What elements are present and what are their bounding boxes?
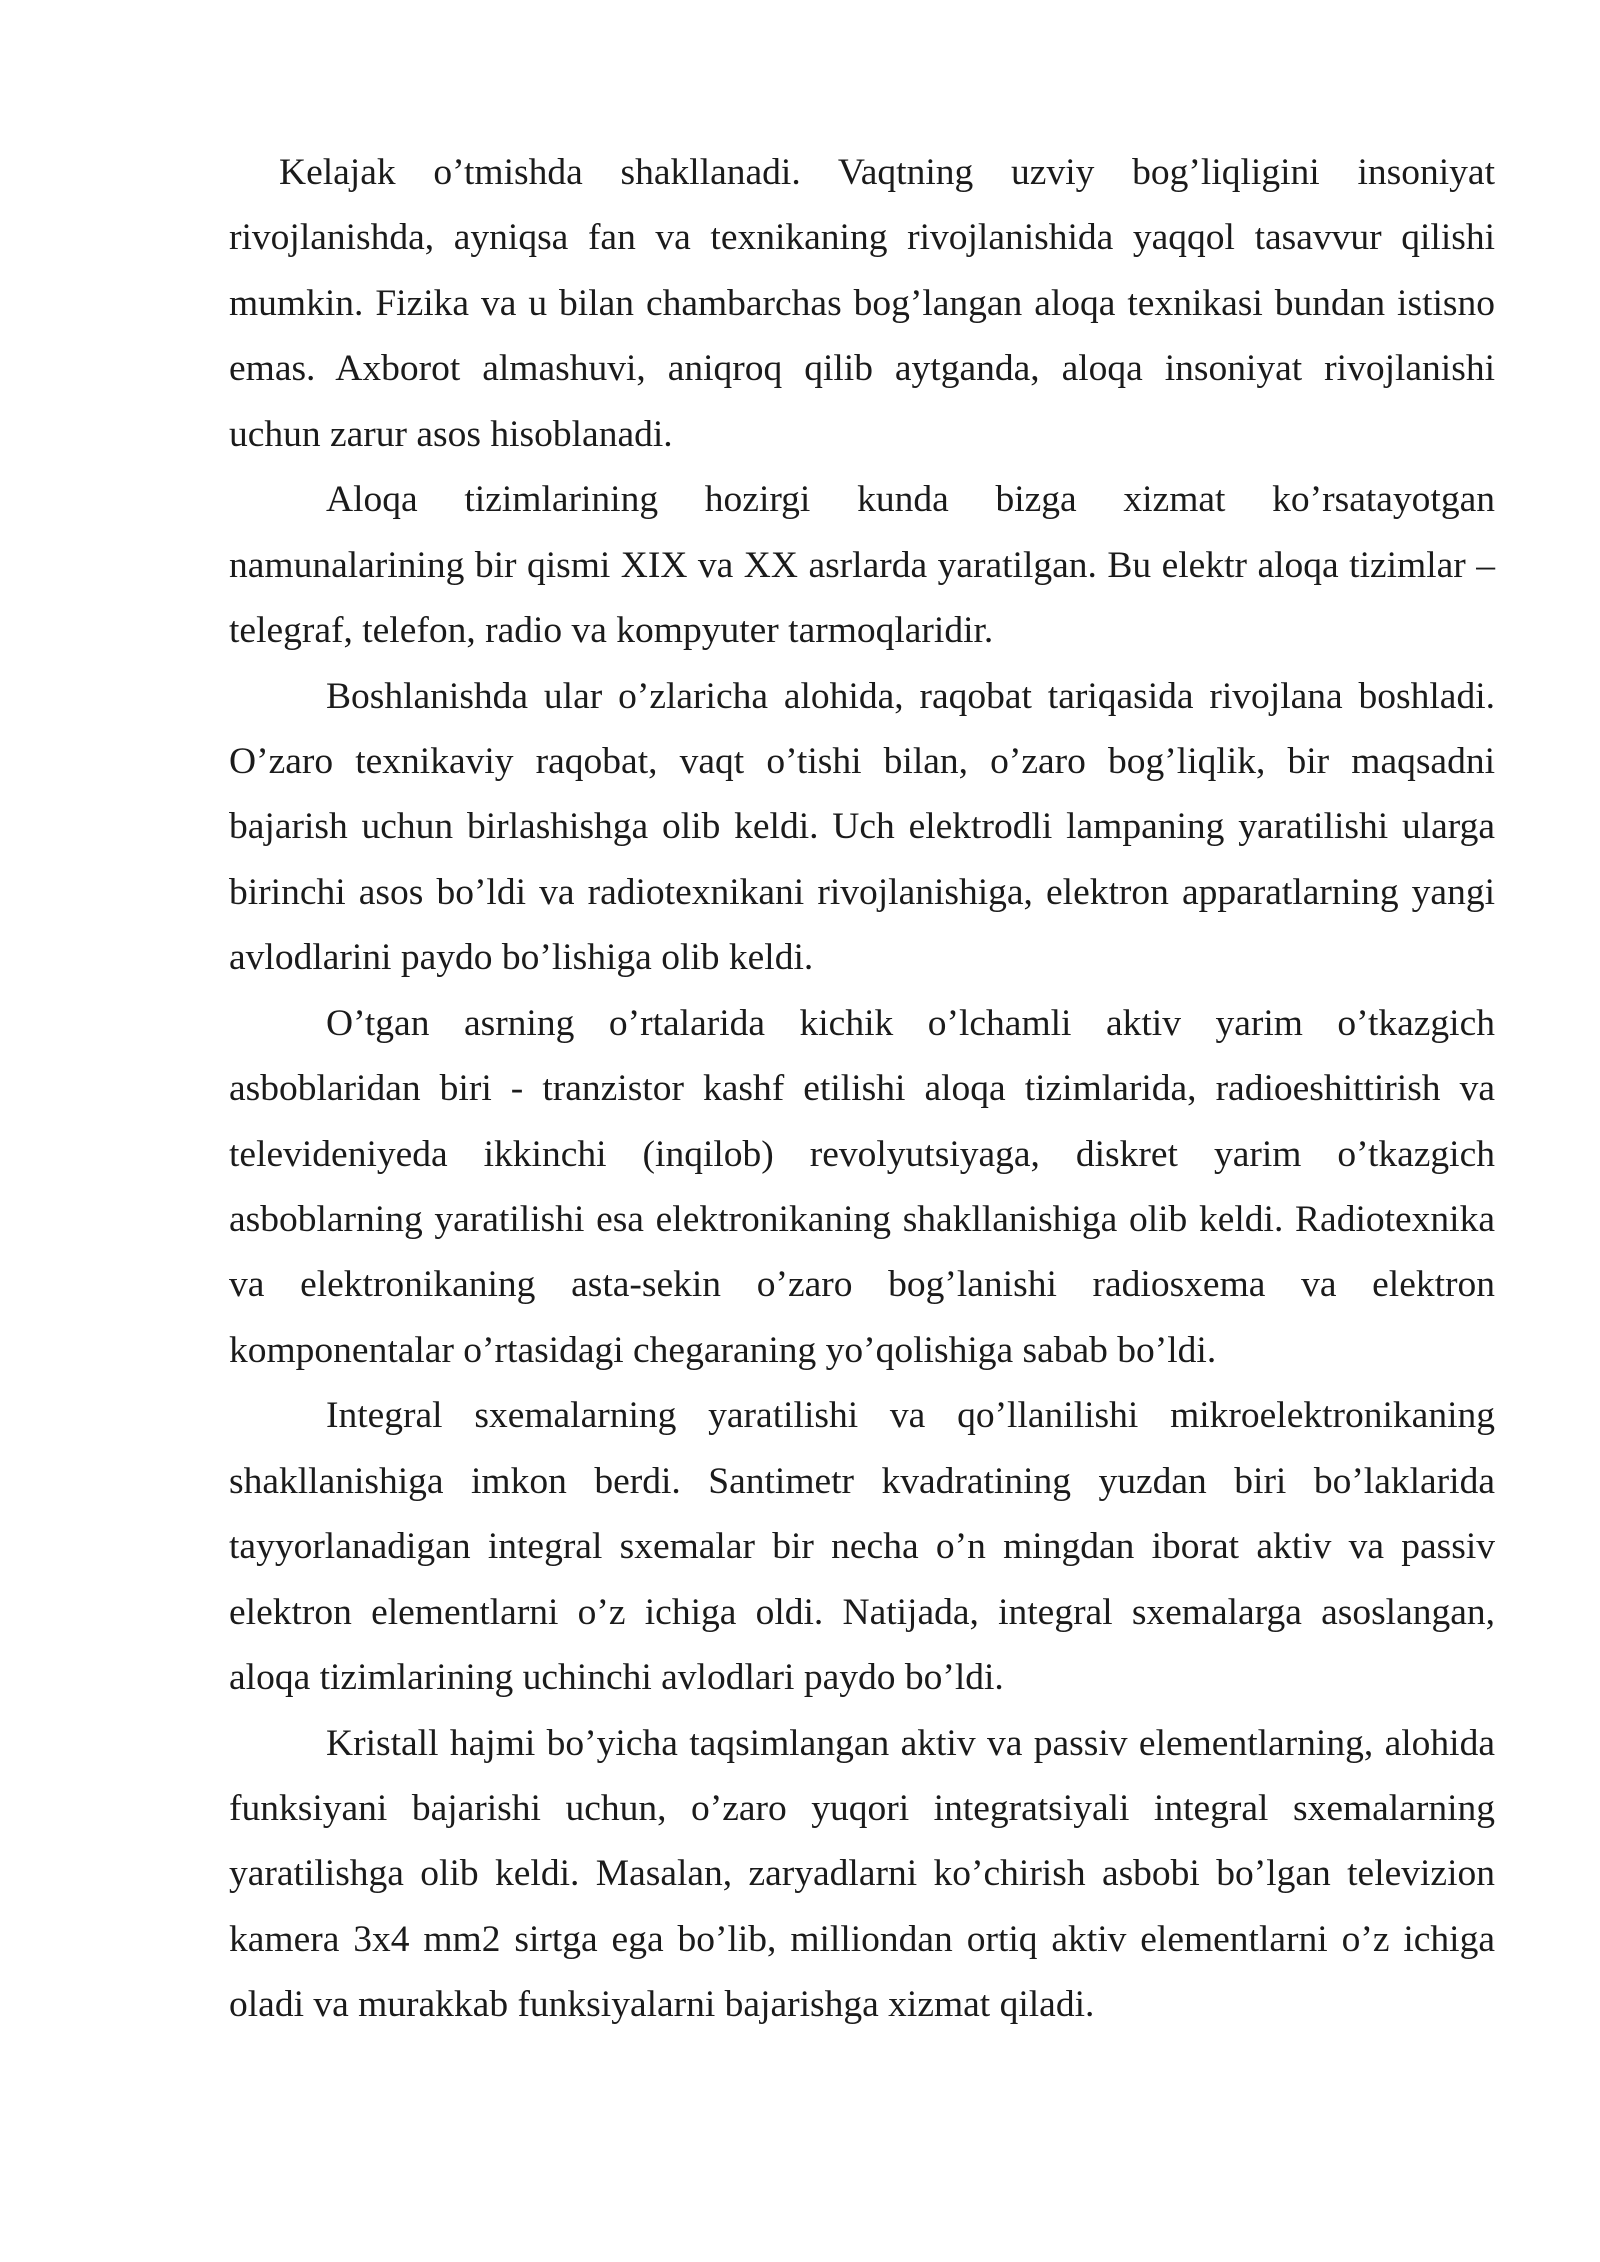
- text-line: tayyorlanadigan integral sxemalar bir necha o’n mingdan iborat aktiv va passiv: [229, 1526, 1495, 1568]
- text-line: emas. Axborot almashuvi, aniqroq qilib aytganda, aloqa insoniyat rivojlanishi: [229, 348, 1495, 390]
- paragraph-2: [229, 467, 1495, 663]
- text-line: asboblarning yaratilishi esa elektronikaning shakllanishiga olib keldi. Radiotexnika: [229, 1199, 1495, 1240]
- paragraph-4: [229, 991, 1495, 1384]
- text-line: mumkin. Fizika va u bilan chambarchas bog’langan aloqa texnikasi bundan istisno: [229, 282, 1495, 324]
- text-line: aloqa tizimlarining uchinchi avlodlari paydo bo’ldi.: [229, 1657, 1004, 1699]
- text-line: O’tgan asrning o’rtalarida kichik o’lchamli aktiv yarim o’tkazgich: [326, 1002, 1495, 1044]
- text-line: birinchi asos bo’ldi va radiotexnikani rivojlanishiga, elektron apparatlarning yangi: [229, 871, 1495, 913]
- text-line: komponentalar o’rtasidagi chegaraning yo’qolishiga sabab bo’ldi.: [229, 1329, 1217, 1371]
- text-line: telegraf, telefon, radio va kompyuter tarmoqlaridir.: [229, 610, 994, 652]
- text-line: Kristall hajmi bo’yicha taqsimlangan aktiv va passiv elementlarning, alohida: [326, 1722, 1495, 1764]
- text-line: funksiyani bajarishi uchun, o’zaro yuqori integratsiyali integral sxemalarning: [229, 1787, 1495, 1829]
- text-line: bajarish uchun birlashishga olib keldi. Uch elektrodli lampaning yaratilishi ularga: [229, 806, 1495, 848]
- text-line: va elektronikaning asta-sekin o’zaro bog’lanishi radiosxema va elektron: [229, 1264, 1495, 1306]
- text-line: uchun zarur asos hisoblanadi.: [229, 413, 673, 455]
- document-body: [229, 140, 1495, 2038]
- text-line: namunalarining bir qismi XIX va XX asrlarda yaratilgan. Bu elektr aloqa tizimlar –: [229, 544, 1495, 586]
- text-line: Integral sxemalarning yaratilishi va qo’llanilishi mikroelektronikaning: [326, 1395, 1495, 1437]
- paragraph-1: [229, 140, 1495, 467]
- text-line: Aloqa tizimlarining hozirgi kunda bizga xizmat ko’rsatayotgan: [326, 479, 1495, 521]
- paragraph-5: [229, 1383, 1495, 1710]
- text-line: Boshlanishda ular o’zlaricha alohida, raqobat tariqasida rivojlana boshladi.: [326, 675, 1495, 717]
- text-line: elektron elementlarni o’z ichiga oldi. Natijada, integral sxemalarga asoslangan,: [229, 1591, 1495, 1633]
- text-line: kamera 3x4 mm2 sirtga ega bo’lib, milliondan ortiq aktiv elementlarni o’z ichiga: [229, 1918, 1495, 1960]
- text-line: O’zaro texnikaviy raqobat, vaqt o’tishi bilan, o’zaro bog’liqlik, bir maqsadni: [229, 740, 1495, 782]
- text-line: avlodlarini paydo bo’lishiga olib keldi.: [229, 937, 814, 979]
- paragraph-3: [229, 664, 1495, 991]
- text-line: televideniyeda ikkinchi (inqilob) revolyutsiyaga, diskret yarim o’tkazgich: [229, 1133, 1495, 1175]
- text-line: Kelajak o’tmishda shakllanadi. Vaqtning uzviy bog’liqligini insoniyat: [279, 152, 1495, 193]
- text-line: shakllanishiga imkon berdi. Santimetr kvadratining yuzdan biri bo’laklarida: [229, 1460, 1495, 1502]
- text-line: oladi va murakkab funksiyalarni bajarishga xizmat qiladi.: [229, 1984, 1095, 2026]
- text-line: asboblaridan biri - tranzistor kashf etilishi aloqa tizimlarida, radioeshittirish va: [229, 1068, 1495, 1110]
- text-line: yaratilishga olib keldi. Masalan, zaryadlarni ko’chirish asbobi bo’lgan televizion: [229, 1853, 1495, 1895]
- paragraph-6: [229, 1711, 1495, 2038]
- text-line: rivojlanishda, ayniqsa fan va texnikaning rivojlanishida yaqqol tasavvur qilishi: [229, 217, 1495, 259]
